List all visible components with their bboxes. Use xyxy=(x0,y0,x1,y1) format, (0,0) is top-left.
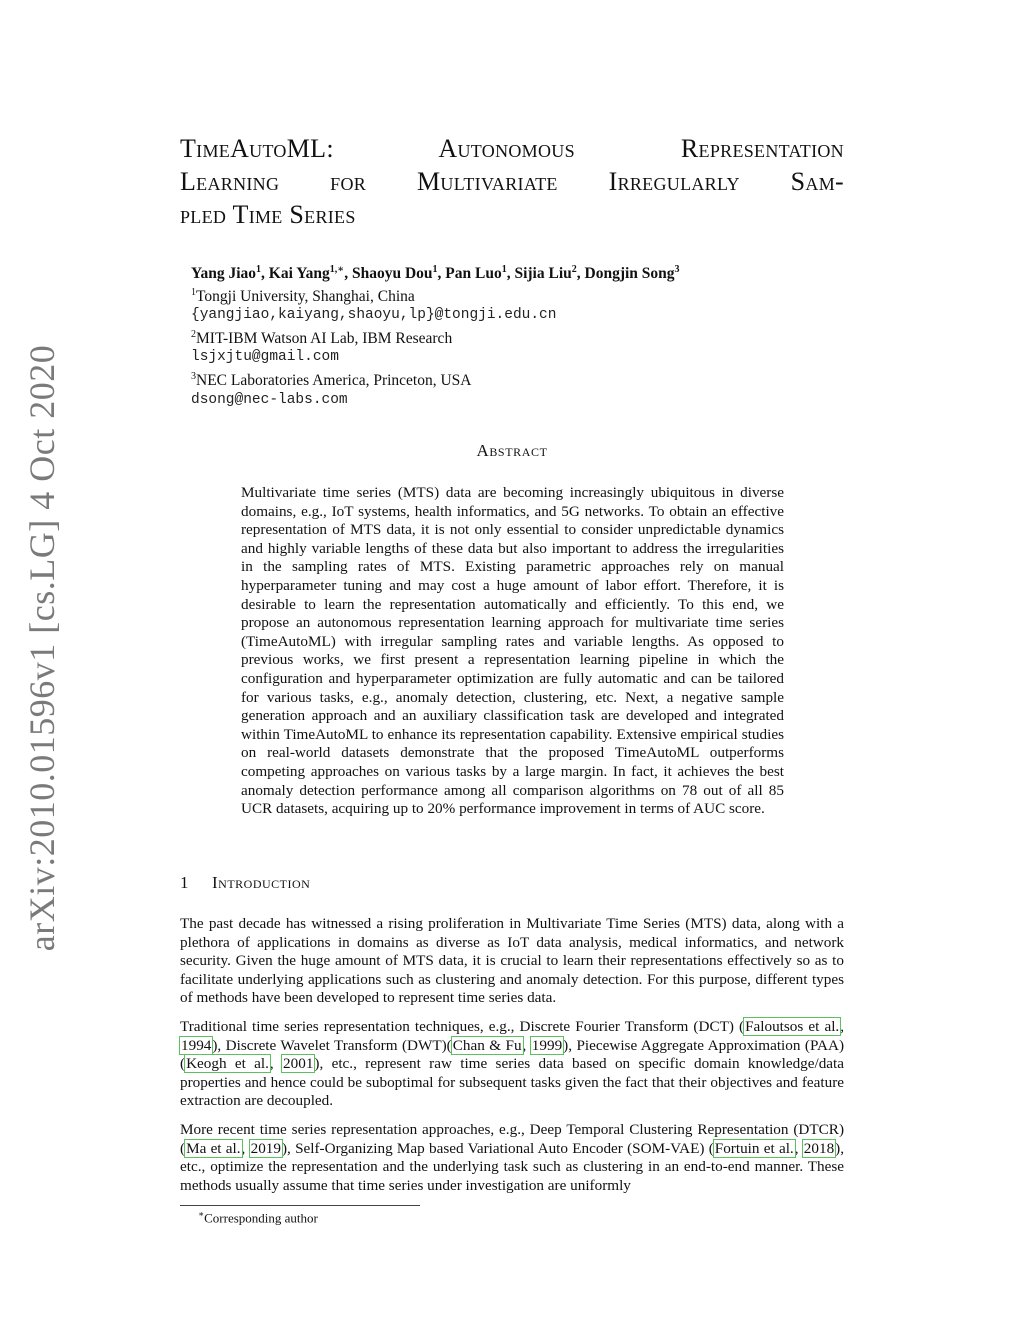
citation-link[interactable]: 1999 xyxy=(531,1036,563,1054)
affiliation: $^2$MIT-IBM Watson AI Lab, IBM Research xyxy=(191,329,453,348)
paragraph-text: ), Piecewise Aggregate Approximation (PAA)( xyxy=(180,1036,844,1073)
paragraph-text: , xyxy=(840,1017,845,1035)
citation-link[interactable]: Ma et al. xyxy=(186,1139,241,1157)
title-line: TimeAutoML: Autonomous Representation xyxy=(180,134,844,163)
affiliation: $^1$Tongji University, Shanghai, China xyxy=(191,287,415,306)
section-number: 1 xyxy=(180,873,189,892)
paragraph-text: ), etc., represent raw time series data based on specific domain knowledge/data properties and hence could be suboptimal for subsequent tasks given the fact that their objectives and feature extraction are decoupled. xyxy=(180,1055,845,1110)
footnote xyxy=(198,1209,318,1226)
footnote-rule xyxy=(180,1205,420,1206)
paragraph-text: ), Self-Organizing Map based Variational Auto Encoder (SOM-VAE) ( xyxy=(281,1139,714,1157)
paragraph-text: , xyxy=(269,1055,283,1073)
paragraph xyxy=(180,1018,844,1111)
citation-link[interactable]: 2018 xyxy=(803,1139,835,1157)
citation-link[interactable]: Fortuin et al. xyxy=(714,1139,794,1157)
citation-link[interactable]: Chan & Fu xyxy=(452,1036,522,1054)
citation-link[interactable]: Keogh et al. xyxy=(186,1055,269,1073)
title-line: Learning for Multivariate Irregularly Sam- xyxy=(180,167,844,196)
author: Pan Luo$^1$ xyxy=(445,264,507,283)
paragraph xyxy=(180,1121,844,1195)
paragraph-text: , xyxy=(522,1036,531,1054)
citation-link[interactable]: Faloutsos et al. xyxy=(745,1017,840,1035)
author-block xyxy=(191,260,831,410)
paragraph-text: The past decade has witnessed a rising proliferation in Multivariate Time Series (MTS) data, along with a plethora of applications in domains as diverse as IoT data analysis, medical informatics, and network security. Given the huge amount of MTS data, it is crucial to learn their representations effectively so as to facilitate underlying applications such as clustering and anomaly detection. For this purpose, different types of methods have been developed to represent time series data. xyxy=(180,915,844,1007)
paragraph-text: , xyxy=(794,1139,803,1157)
author: Yang Jiao$^1$ xyxy=(191,264,262,283)
author: Sijia Liu$^2$ xyxy=(514,264,577,283)
paragraph-text: ), etc., optimize the representation and the underlying task such as clustering in an end-to-end manner. These methods usually assume that time series under investigation are uniformly xyxy=(180,1139,845,1194)
affiliation: $^3$NEC Laboratories America, Princeton, USA xyxy=(191,371,472,390)
title-line: pled Time Series xyxy=(180,200,356,229)
citation-link[interactable]: 2001 xyxy=(283,1055,314,1073)
paragraph-text: , xyxy=(241,1139,250,1157)
author: Kai Yang$^{1,∗}$ xyxy=(268,264,345,283)
footnote-text: Corresponding author xyxy=(204,1210,318,1226)
paragraph xyxy=(180,915,844,1008)
section-title: Introduction xyxy=(212,873,311,892)
paragraph-text: Traditional time series representation techniques, e.g., Discrete Fourier Transform (DCT) ( xyxy=(180,1017,745,1035)
abstract-text: Multivariate time series (MTS) data are becoming increasingly ubiquitous in diverse domains, e.g., IoT systems, health informatics, and 5G networks. To obtain an effective representation of MTS data, it is not only essential to consider unpredictable dynamics and highly variable lengths of these data but also important to address the irregularities in the sampling rates of MTS. Existing parametric approaches rely on manual hyperparameter tuning and may cost a huge amount of labor effort. Therefore, it is desirable to learn the representation automatically and efficiently. To this end, we propose an autonomous representation learning approach for multivariate time series (TimeAutoML) with irregular sampling rates and variable lengths. As opposed to previous works, we first present a representation learning pipeline in which the configuration and hyperparameter optimization are fully automatic and can be tailored for various tasks, e.g., anomaly detection, clustering, etc. Next, a negative sample generation approach and an auxiliary classification task are developed and integrated within TimeAutoML to enhance its representation capability. Extensive empirical studies on real-world datasets demonstrate that the proposed TimeAutoML outperforms competing approaches on various tasks by a large margin. In fact, it achieves the best anomaly detection performance among all comparison algorithms on 78 out of all 85 UCR datasets, acquiring up to 20% performance improvement in terms of AUC score. xyxy=(241,484,784,818)
paragraph-text: ), Discrete Wavelet Transform (DWT)( xyxy=(212,1036,452,1054)
arxiv-id: arXiv:2010.01596v1 [cs.LG] 4 Oct 2020 xyxy=(22,344,62,952)
section-heading xyxy=(180,873,310,893)
email[interactable]: {yangjiao,kaiyang,shaoyu,lp}@tongji.edu.cn xyxy=(191,307,557,324)
paper-title xyxy=(180,132,844,231)
author: Dongjin Song$^3$ xyxy=(584,264,680,283)
author-names: Yang Jiao$^1$, Kai Yang$^{1,∗}$, Shaoyu Dou$^1$, Pan Luo$^1$, Sijia Liu$^2$, Dongjin Song$^3$ xyxy=(191,264,680,283)
footnote-mark: ∗ xyxy=(198,1209,205,1219)
email[interactable]: dsong@nec-labs.com xyxy=(191,391,348,408)
paragraph-text: More recent time series representation approaches, e.g., Deep Temporal Clustering Representation (DTCR) ( xyxy=(180,1120,844,1157)
citation-link[interactable]: 1994 xyxy=(181,1036,212,1054)
author: Shaoyu Dou$^1$ xyxy=(351,264,438,283)
introduction-body xyxy=(180,915,844,1205)
email[interactable]: lsjxjtu@gmail.com xyxy=(191,349,339,366)
citation-link[interactable]: 2019 xyxy=(250,1139,281,1157)
abstract-heading: Abstract xyxy=(476,441,548,460)
